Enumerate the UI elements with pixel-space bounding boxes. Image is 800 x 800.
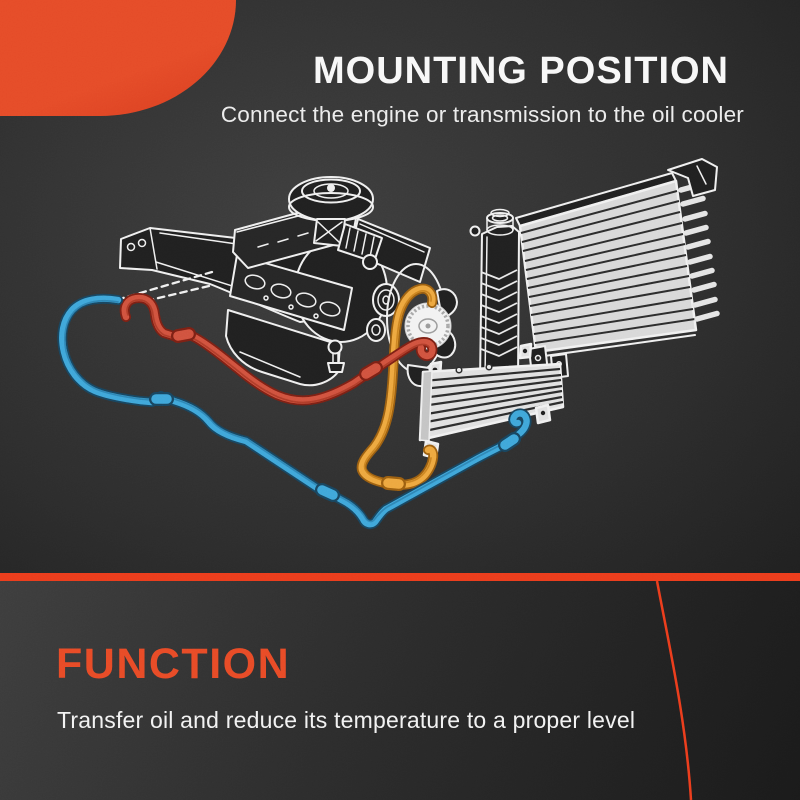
corner-arc — [657, 581, 691, 800]
function-description: Transfer oil and reduce its temperature to a proper level — [57, 707, 636, 733]
function-title: FUNCTION — [56, 640, 291, 688]
divider-line — [0, 573, 800, 581]
page-title: MOUNTING POSITION — [313, 50, 729, 92]
page-subtitle: Connect the engine or transmission to the oil cooler — [220, 102, 744, 127]
radiator-art — [471, 159, 718, 390]
